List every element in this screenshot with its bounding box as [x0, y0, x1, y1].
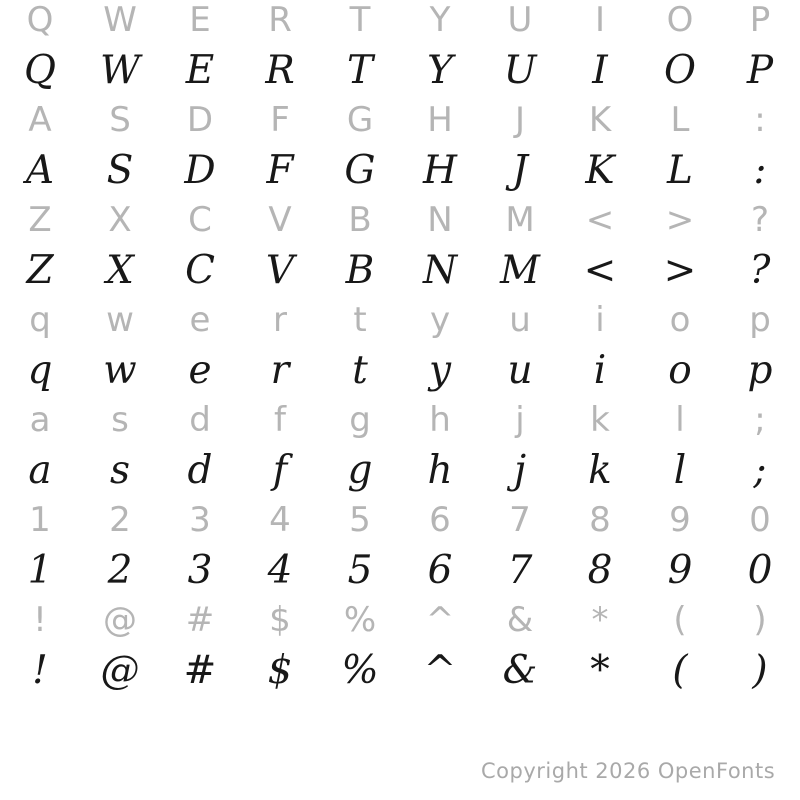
glyph-cell: 5 — [349, 500, 371, 540]
glyph-cell: f — [272, 448, 288, 493]
glyph-cell: a — [28, 448, 52, 493]
glyph-cell: 8 — [587, 548, 613, 593]
glyph-cell: S — [109, 100, 131, 140]
glyph-cell: % — [341, 648, 379, 693]
glyph-cell: N — [422, 248, 458, 293]
reference-row — [0, 200, 800, 240]
glyph-cell: o — [669, 300, 691, 340]
glyph-cell: C — [188, 200, 212, 240]
glyph-cell: D — [186, 100, 214, 140]
glyph-cell: T — [346, 48, 373, 93]
glyph-cell: w — [106, 300, 134, 340]
glyph-cell: l — [675, 400, 685, 440]
specimen-row — [0, 545, 800, 597]
glyph-cell: Y — [429, 0, 451, 40]
specimen-row-pair — [0, 400, 800, 500]
glyph-cell: 0 — [747, 548, 773, 593]
glyph-cell: K — [588, 100, 612, 140]
glyph-cell: ( — [672, 648, 688, 693]
reference-row — [0, 500, 800, 540]
glyph-cell: 7 — [507, 548, 533, 593]
glyph-cell: f — [274, 400, 286, 440]
glyph-cell: i — [593, 348, 607, 393]
glyph-cell: $ — [269, 600, 291, 640]
glyph-cell: 4 — [269, 500, 291, 540]
glyph-cell: ! — [32, 648, 48, 693]
glyph-cell: j — [515, 400, 525, 440]
specimen-row — [0, 345, 800, 397]
glyph-cell: G — [344, 148, 376, 193]
glyph-cell: 2 — [109, 500, 131, 540]
glyph-cell: ; — [753, 448, 767, 493]
glyph-cell: G — [346, 100, 374, 140]
glyph-cell: q — [27, 348, 53, 393]
specimen-row-pair — [0, 0, 800, 100]
glyph-cell: 9 — [669, 500, 691, 540]
glyph-cell: % — [343, 600, 377, 640]
reference-row — [0, 600, 800, 640]
glyph-cell: A — [25, 148, 55, 193]
glyph-cell: ^ — [425, 600, 455, 640]
glyph-cell: t — [352, 348, 368, 393]
glyph-cell: # — [183, 648, 217, 693]
glyph-cell: l — [673, 448, 687, 493]
glyph-cell: t — [353, 300, 367, 340]
glyph-cell: W — [99, 48, 141, 93]
glyph-cell: j — [513, 448, 527, 493]
glyph-cell: B — [345, 248, 375, 293]
glyph-cell: p — [747, 348, 773, 393]
glyph-cell: k — [588, 448, 612, 493]
glyph-cell: < — [585, 200, 615, 240]
glyph-cell: h — [429, 400, 451, 440]
glyph-cell: ? — [749, 248, 771, 293]
glyph-cell: $ — [267, 648, 293, 693]
glyph-cell: > — [665, 200, 695, 240]
specimen-row-pair — [0, 200, 800, 300]
glyph-cell: & — [502, 648, 538, 693]
glyph-cell: 7 — [509, 500, 531, 540]
specimen-row — [0, 145, 800, 197]
glyph-cell: R — [268, 0, 292, 40]
glyph-cell: N — [427, 200, 453, 240]
glyph-cell: J — [512, 148, 528, 193]
glyph-cell: E — [185, 48, 215, 93]
specimen-row — [0, 245, 800, 297]
glyph-cell: 1 — [27, 548, 53, 593]
glyph-cell: 0 — [749, 500, 771, 540]
glyph-cell: Q — [24, 48, 56, 93]
glyph-cell: P — [746, 48, 774, 93]
glyph-cell: i — [595, 300, 605, 340]
reference-row — [0, 300, 800, 340]
glyph-cell: u — [507, 348, 533, 393]
glyph-cell: y — [428, 348, 452, 393]
glyph-cell: V — [268, 200, 292, 240]
glyph-cell: B — [348, 200, 372, 240]
glyph-cell: Z — [28, 200, 52, 240]
glyph-cell: k — [590, 400, 610, 440]
specimen-row-pair — [0, 100, 800, 200]
glyph-cell: p — [749, 300, 771, 340]
glyph-cell: O — [664, 48, 696, 93]
glyph-cell: r — [270, 348, 290, 393]
glyph-cell: L — [670, 100, 690, 140]
specimen-row-pair — [0, 600, 800, 700]
glyph-cell: W — [103, 0, 137, 40]
glyph-cell: 6 — [429, 500, 451, 540]
glyph-cell: V — [265, 248, 295, 293]
glyph-cell: > — [663, 248, 697, 293]
glyph-cell: ^ — [423, 648, 457, 693]
copyright-text: Copyright 2026 OpenFonts — [481, 759, 776, 783]
glyph-cell: 4 — [267, 548, 293, 593]
glyph-cell: D — [184, 148, 216, 193]
glyph-cell: U — [507, 0, 533, 40]
glyph-cell: ? — [750, 200, 770, 240]
glyph-cell: P — [749, 0, 771, 40]
glyph-cell: w — [103, 348, 137, 393]
glyph-cell: g — [349, 400, 371, 440]
glyph-cell: S — [106, 148, 134, 193]
glyph-cell: ( — [673, 600, 687, 640]
glyph-cell: ! — [33, 600, 47, 640]
glyph-cell: M — [505, 200, 535, 240]
glyph-cell: * — [591, 600, 609, 640]
glyph-cell: h — [427, 448, 453, 493]
glyph-cell: 8 — [589, 500, 611, 540]
glyph-cell: r — [273, 300, 287, 340]
glyph-cell: E — [189, 0, 211, 40]
glyph-cell: e — [188, 348, 212, 393]
glyph-cell: d — [189, 400, 211, 440]
glyph-cell: 1 — [29, 500, 51, 540]
glyph-cell: o — [668, 348, 692, 393]
glyph-cell: 5 — [347, 548, 373, 593]
glyph-cell: C — [185, 248, 215, 293]
glyph-cell: J — [514, 100, 526, 140]
glyph-cell: X — [106, 248, 134, 293]
glyph-cell: I — [594, 0, 606, 40]
glyph-cell: I — [592, 48, 608, 93]
glyph-cell: a — [29, 400, 51, 440]
glyph-cell: : — [753, 148, 767, 193]
glyph-cell: s — [109, 448, 130, 493]
glyph-cell: 3 — [189, 500, 211, 540]
glyph-cell: s — [111, 400, 129, 440]
glyph-cell: ; — [754, 400, 766, 440]
glyph-cell: T — [349, 0, 371, 40]
glyph-cell: ) — [752, 648, 768, 693]
glyph-cell: R — [265, 48, 295, 93]
glyph-cell: F — [266, 148, 294, 193]
glyph-cell: g — [347, 448, 373, 493]
glyph-cell: U — [503, 48, 537, 93]
glyph-cell: H — [422, 148, 457, 193]
glyph-cell: 9 — [667, 548, 693, 593]
glyph-cell: * — [590, 648, 610, 693]
glyph-cell: K — [585, 148, 615, 193]
glyph-cell: d — [187, 448, 213, 493]
glyph-cell: Y — [427, 48, 453, 93]
glyph-cell: F — [270, 100, 290, 140]
glyph-cell: 3 — [187, 548, 213, 593]
glyph-cell: O — [666, 0, 694, 40]
glyph-cell: Z — [26, 248, 54, 293]
glyph-cell: e — [189, 300, 211, 340]
glyph-cell: H — [427, 100, 453, 140]
reference-row — [0, 0, 800, 40]
glyph-cell: X — [108, 200, 132, 240]
specimen-row — [0, 445, 800, 497]
glyph-cell: : — [754, 100, 766, 140]
reference-row — [0, 100, 800, 140]
specimen-row-pair — [0, 300, 800, 400]
glyph-cell: # — [185, 600, 215, 640]
specimen-row — [0, 45, 800, 97]
glyph-cell: @ — [103, 600, 137, 640]
glyph-cell: & — [506, 600, 534, 640]
specimen-row-pair — [0, 500, 800, 600]
glyph-cell: < — [583, 248, 617, 293]
glyph-cell: A — [28, 100, 52, 140]
glyph-cell: ) — [753, 600, 767, 640]
glyph-cell: u — [509, 300, 531, 340]
glyph-cell: L — [667, 148, 693, 193]
reference-row — [0, 400, 800, 440]
glyph-cell: @ — [100, 648, 140, 693]
glyph-cell: 6 — [427, 548, 453, 593]
glyph-cell: 2 — [107, 548, 133, 593]
glyph-cell: M — [500, 248, 540, 293]
glyph-cell: q — [29, 300, 51, 340]
glyph-cell: Q — [26, 0, 54, 40]
glyph-cell: y — [429, 300, 451, 340]
specimen-row — [0, 645, 800, 697]
